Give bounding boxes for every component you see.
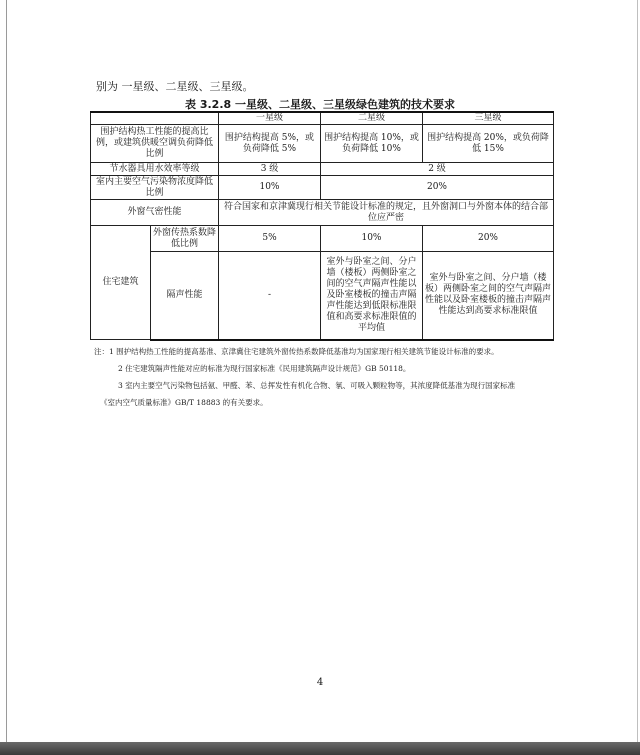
table-row-envelope [91, 125, 554, 163]
viewer-bottom-bar [0, 742, 640, 755]
cell-all-stars: 符合国家和京津冀现行相关节能设计标准的规定，且外窗洞口与外窗本体的结合部位应严密 [219, 200, 554, 226]
note-3-continued: 《室内空气质量标准》GB/T 18883 的有关要求。 [100, 398, 268, 407]
intro-text: 别为 一星级、二星级、三星级。 [96, 80, 254, 93]
table-notes [94, 346, 558, 414]
table-caption: 表 3.2.8 一星级、二星级、三星级绿色建筑的技术要求 [185, 98, 455, 111]
residential-label: 住宅建筑 [91, 226, 151, 340]
cell-three-star: 20% [423, 226, 554, 252]
row-label: 外窗传热系数降低比例 [151, 226, 219, 252]
note-1: 注：1 围护结构热工性能的提高基准、京津冀住宅建筑外窗传热系数降低基准均为国家现行相关建筑节能设计标准的要求。 [94, 347, 499, 356]
row-label: 节水器具用水效率等级 [91, 163, 219, 176]
cell-two-three-star: 20% [321, 176, 554, 200]
header-three-star: 三星级 [423, 112, 554, 125]
header-blank [91, 112, 219, 125]
row-label: 隔声性能 [151, 252, 219, 340]
cell-one-star: 10% [219, 176, 321, 200]
page-number: 4 [316, 677, 324, 688]
cell-one-star: - [219, 252, 321, 340]
cell-one-star: 5% [219, 226, 321, 252]
cell-two-star: 10% [321, 226, 423, 252]
requirements-table [90, 111, 554, 341]
cell-two-star: 围护结构提高 10%，或负荷降低 10% [321, 125, 423, 163]
table-row-air [91, 176, 554, 200]
header-one-star: 一星级 [219, 112, 321, 125]
table-row-airtight [91, 200, 554, 226]
row-label: 围护结构热工性能的提高比例，或建筑供暖空调负荷降低比例 [91, 125, 219, 163]
cell-three-star: 室外与卧室之间、分户墙（楼板）两侧卧室之间的空气声隔声性能以及卧室楼板的撞击声隔声性能达到高要求标准限值 [423, 252, 554, 340]
table-row-window-heat [91, 226, 554, 252]
cell-three-star: 围护结构提高 20%，或负荷降低 15% [423, 125, 554, 163]
row-label: 室内主要空气污染物浓度降低比例 [91, 176, 219, 200]
table-row-water [91, 163, 554, 176]
cell-two-star: 室外与卧室之间、分户墙（楼板）两侧卧室之间的空气声隔声性能以及卧室楼板的撞击声隔声性能达到低限标准限值和高要求标准限值的平均值 [321, 252, 423, 340]
row-label: 外窗气密性能 [91, 200, 219, 226]
note-2: 2 住宅建筑隔声性能对应的标准为现行国家标准《民用建筑隔声设计规范》GB 50118。 [118, 364, 411, 373]
table-row-sound [91, 252, 554, 340]
cell-two-three-star: 2 级 [321, 163, 554, 176]
note-3: 3 室内主要空气污染物包括氨、甲醛、苯、总挥发性有机化合物、氡、可吸入颗粒物等，其浓度降低基准为现行国家标准 [118, 381, 516, 390]
cell-one-star: 3 级 [219, 163, 321, 176]
header-two-star: 二星级 [321, 112, 423, 125]
cell-one-star: 围护结构提高 5%，或负荷降低 5% [219, 125, 321, 163]
table-header-row [91, 112, 554, 125]
